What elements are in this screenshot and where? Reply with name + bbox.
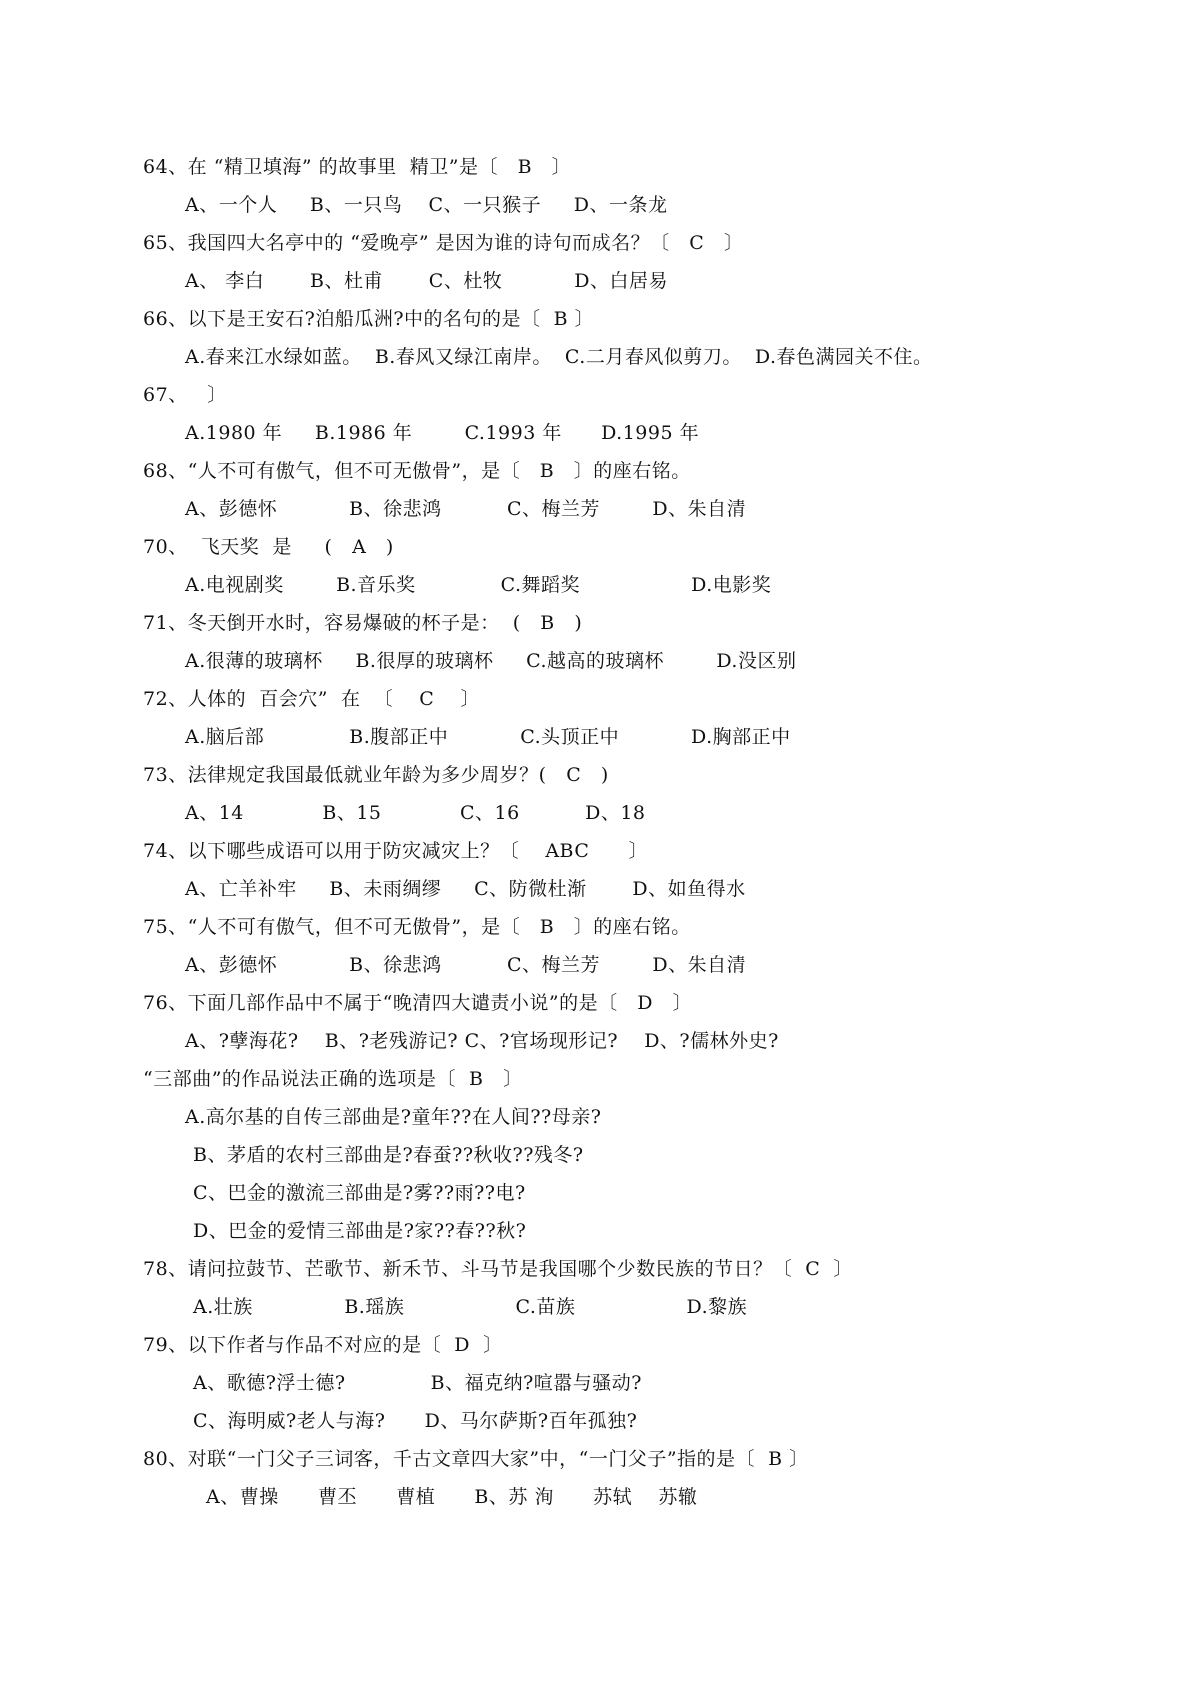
options-68: A、彭德怀 B、徐悲鸿 C、梅兰芳 D、朱自清: [185, 498, 747, 520]
options-73: A、14 B、15 C、16 D、18: [185, 802, 646, 824]
options-66: A.春来江水绿如蓝。 B.春风又绿江南岸。 C.二月春风似剪刀。 D.春色满园关不住。: [185, 346, 933, 368]
question-65: 65、我国四大名亭中的 “爱晚亭” 是因为谁的诗句而成名？〔 C 〕: [143, 232, 744, 254]
options-80: A、曹操 曹丕 曹植 B、苏 洵 苏轼 苏辙: [206, 1486, 698, 1508]
question-78: 78、请问拉鼓节、芒歌节、新禾节、斗马节是我国哪个少数民族的节日？〔 C 〕: [143, 1258, 853, 1280]
question-72: 72、人体的 百会穴” 在 〔 C 〕: [143, 688, 480, 710]
options-65: A、 李白 B、杜甫 C、杜牧 D、白居易: [185, 270, 668, 292]
options-64: A、一个人 B、一只鸟 C、一只猴子 D、一条龙: [185, 194, 668, 216]
question-67: 67、 〕: [143, 384, 227, 406]
option-77-b: B、茅盾的农村三部曲是?春蚕??秋收??残冬?: [193, 1144, 584, 1166]
question-80: 80、对联“一门父子三词客，千古文章四大家”中，“一门父子”指的是〔 B 〕: [143, 1448, 809, 1470]
options-79-ab: A、歌德?浮士德? B、福克纳?喧嚣与骚动?: [193, 1372, 642, 1394]
question-76: 76、下面几部作品中不属于“晚清四大谴责小说”的是〔 D 〕: [143, 992, 693, 1014]
question-77: “三部曲”的作品说法正确的选项是〔 B 〕: [143, 1068, 523, 1090]
option-77-c: C、巴金的激流三部曲是?雾??雨??电?: [193, 1182, 526, 1204]
question-66: 66、以下是王安石?泊船瓜洲?中的名句的是〔 B 〕: [143, 308, 595, 330]
question-73: 73、法律规定我国最低就业年龄为多少周岁？( C ): [143, 764, 609, 786]
options-74: A、亡羊补牢 B、未雨绸缪 C、防微杜渐 D、如鱼得水: [185, 878, 746, 900]
options-67: A.1980 年 B.1986 年 C.1993 年 D.1995 年: [185, 422, 700, 444]
question-68: 68、“人不可有傲气，但不可无傲骨”，是〔 B 〕的座右铭。: [143, 460, 691, 482]
options-70: A.电视剧奖 B.音乐奖 C.舞蹈奖 D.电影奖: [185, 574, 772, 596]
question-70: 70、 飞天奖 是 ( A ): [143, 536, 394, 558]
question-75: 75、“人不可有傲气，但不可无傲骨”，是〔 B 〕的座右铭。: [143, 916, 691, 938]
options-71: A.很薄的玻璃杯 B.很厚的玻璃杯 C.越高的玻璃杯 D.没区别: [185, 650, 797, 672]
question-64: 64、在 “精卫填海” 的故事里 精卫”是〔 B 〕: [143, 156, 572, 178]
options-78: A.壮族 B.瑶族 C.苗族 D.黎族: [193, 1296, 748, 1318]
options-75: A、彭德怀 B、徐悲鸿 C、梅兰芳 D、朱自清: [185, 954, 747, 976]
options-79-cd: C、海明威?老人与海? D、马尔萨斯?百年孤独?: [193, 1410, 638, 1432]
options-76: A、?孽海花? B、?老残游记? C、?官场现形记? D、?儒林外史?: [185, 1030, 779, 1052]
options-72: A.脑后部 B.腹部正中 C.头顶正中 D.胸部正中: [185, 726, 791, 748]
question-71: 71、冬天倒开水时，容易爆破的杯子是： ( B ): [143, 612, 583, 634]
option-77-a: A.高尔基的自传三部曲是?童年??在人间??母亲?: [185, 1106, 602, 1128]
question-74: 74、以下哪些成语可以用于防灾减灾上？〔 ABC 〕: [143, 840, 649, 862]
question-79: 79、以下作者与作品不对应的是〔 D 〕: [143, 1334, 503, 1356]
option-77-d: D、巴金的爱情三部曲是?家??春??秋?: [193, 1220, 527, 1242]
